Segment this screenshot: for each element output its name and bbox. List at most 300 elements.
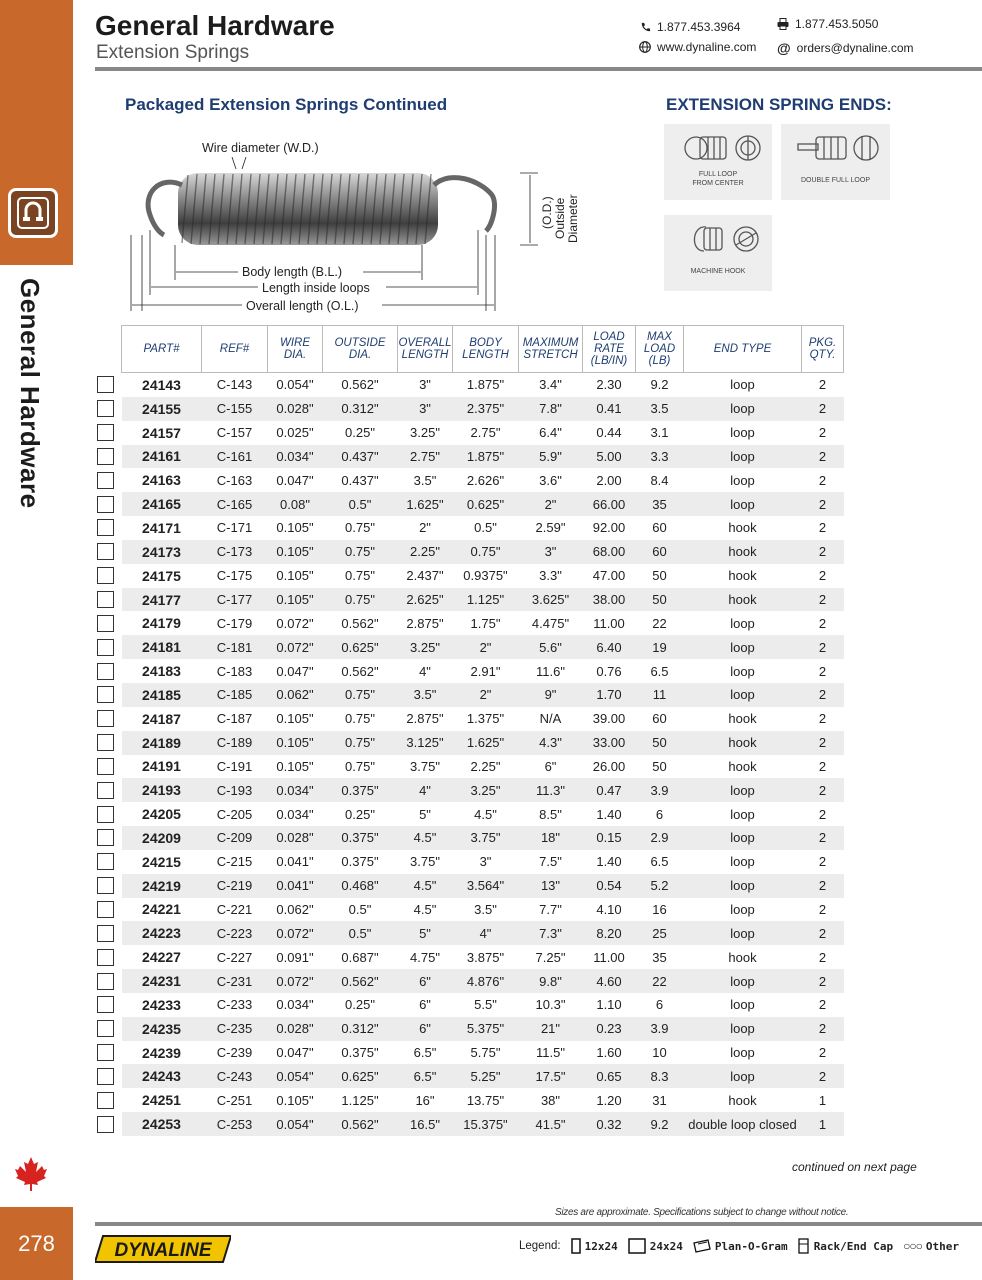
- table-row: [122, 421, 844, 445]
- fax-number[interactable]: 1.877.453.5050: [795, 17, 879, 31]
- column-header-line: PART#: [143, 343, 180, 355]
- table-cell: 2: [818, 615, 827, 631]
- order-checkbox[interactable]: [97, 686, 114, 703]
- table-cell: 0.9375": [463, 568, 508, 584]
- table-cell: 2: [802, 445, 844, 469]
- table-cell: 0.105": [268, 731, 323, 755]
- sidebar: [0, 0, 73, 1280]
- table-cell: 5.00: [583, 445, 636, 469]
- table-cell: 3.5": [474, 901, 497, 917]
- table-cell: 41.5": [519, 1112, 583, 1136]
- table-row: [122, 778, 844, 802]
- table-cell: 0.687": [341, 949, 379, 965]
- table-cell: N/A: [539, 711, 562, 727]
- table-row: [122, 802, 844, 826]
- table-cell: 11.00: [593, 615, 625, 631]
- table-cell: 0.44: [596, 425, 622, 441]
- length-inside-loops-label: Length inside loops: [262, 281, 370, 295]
- dynaline-logo: [95, 1234, 231, 1264]
- table-row: [122, 1017, 844, 1041]
- table-row: [122, 969, 844, 993]
- table-cell: C-253: [202, 1112, 268, 1136]
- table-cell: C-219: [202, 874, 268, 898]
- table-cell: C-221: [216, 901, 253, 917]
- part-number-cell: 24205: [142, 806, 181, 823]
- column-header-line: MAXIMUM: [522, 337, 579, 349]
- table-cell: 60: [652, 711, 667, 727]
- part-number-cell: 24239: [142, 1044, 181, 1061]
- order-checkbox[interactable]: [97, 1116, 114, 1133]
- table-cell: 3.25": [410, 425, 440, 441]
- table-cell: C-181: [202, 635, 268, 659]
- table-cell: 2: [818, 854, 827, 870]
- table-cell: 0.034": [268, 778, 323, 802]
- 24x24-icon: [628, 1238, 646, 1254]
- table-cell: 3.1: [650, 425, 669, 441]
- table-cell: 7.25": [535, 949, 566, 965]
- table-cell: 5.2: [636, 874, 684, 898]
- table-cell: 6.5": [413, 1045, 437, 1061]
- table-cell: loop: [730, 425, 755, 441]
- table-cell: 5.75": [470, 1045, 501, 1061]
- column-header-line: PKG.: [808, 337, 837, 349]
- table-cell: 17.5": [519, 1064, 583, 1088]
- part-number-cell: 24219: [122, 874, 202, 898]
- table-cell: C-143: [216, 377, 253, 393]
- table-cell: 3.3": [539, 568, 562, 584]
- table-cell: 6.40: [583, 635, 636, 659]
- table-row: [122, 826, 844, 850]
- table-cell: 3.625": [519, 588, 583, 612]
- table-cell: 7.7": [539, 901, 562, 917]
- table-cell: 1.75": [470, 615, 501, 631]
- part-number-cell: 24243: [122, 1064, 202, 1088]
- table-cell: 5.25": [453, 1064, 519, 1088]
- order-checkbox[interactable]: [97, 1044, 114, 1061]
- table-cell: 2.625": [398, 588, 453, 612]
- table-cell: 2: [818, 806, 827, 822]
- machine-hook-icon: [670, 215, 766, 261]
- table-cell: 0.625": [453, 492, 519, 516]
- table-cell: 0.312": [323, 1017, 398, 1041]
- table-cell: 1.10: [596, 997, 622, 1013]
- web-contact: [639, 40, 756, 54]
- table-cell: 1.125": [341, 1092, 379, 1108]
- table-cell: 2: [802, 1017, 844, 1041]
- table-cell: 0.75": [323, 683, 398, 707]
- table-cell: 2.626": [466, 472, 505, 488]
- table-cell: loop: [730, 854, 755, 870]
- table-cell: 16.5": [398, 1112, 453, 1136]
- table-cell: 0.5": [323, 492, 398, 516]
- table-cell: 0.08": [268, 492, 323, 516]
- table-cell: 2: [818, 425, 827, 441]
- order-checkbox[interactable]: [97, 567, 114, 584]
- table-cell: 35: [652, 949, 667, 965]
- table-row: [122, 1112, 844, 1136]
- order-checkbox[interactable]: [97, 925, 114, 942]
- table-cell: loop: [730, 472, 755, 488]
- table-cell: 4.3": [519, 731, 583, 755]
- table-cell: 13": [519, 874, 583, 898]
- table-cell: 2: [818, 901, 827, 917]
- table-cell: 0.76: [596, 663, 622, 679]
- table-cell: 92.00: [592, 520, 626, 536]
- table-cell: 47.00: [592, 568, 626, 584]
- table-cell: 2: [818, 711, 827, 727]
- part-number-cell: 24155: [122, 397, 202, 421]
- table-cell: 0.072": [268, 635, 323, 659]
- order-checkbox[interactable]: [97, 615, 114, 632]
- table-cell: 0.041": [276, 854, 314, 870]
- table-cell: 4.10: [596, 901, 622, 917]
- table-cell: 2.375": [453, 397, 519, 421]
- order-checkbox[interactable]: [97, 639, 114, 656]
- table-cell: 19: [636, 635, 684, 659]
- double-full-loop-icon: [786, 124, 886, 170]
- table-cell: 0.105": [276, 1092, 314, 1108]
- full-loop-caption-1: FULL LOOP: [698, 171, 738, 178]
- part-number-cell: 24157: [142, 424, 181, 441]
- sidebar-category-label: General Hardware: [15, 278, 45, 509]
- table-cell: 1.375": [466, 711, 505, 727]
- column-header-line: (LB/IN): [590, 355, 628, 367]
- table-cell: 66.00: [583, 492, 636, 516]
- column-header: [583, 326, 636, 373]
- table-cell: 1.40: [596, 854, 622, 870]
- table-cell: hook: [684, 588, 802, 612]
- table-row: [122, 588, 844, 612]
- table-cell: loop: [684, 969, 802, 993]
- table-row: [122, 468, 844, 492]
- table-cell: 4": [419, 663, 431, 679]
- column-header: [122, 326, 202, 373]
- order-checkbox[interactable]: [97, 853, 114, 870]
- table-cell: 2.875": [406, 711, 444, 727]
- table-cell: 11: [636, 683, 684, 707]
- order-checkbox[interactable]: [97, 376, 114, 393]
- part-number-cell: 24231: [122, 969, 202, 993]
- part-number-cell: 24177: [122, 588, 202, 612]
- order-checkbox[interactable]: [97, 973, 114, 990]
- body-length-label: Body length (B.L.): [242, 265, 343, 279]
- order-checkbox[interactable]: [97, 949, 114, 966]
- table-cell: 0.375": [323, 826, 398, 850]
- part-number-cell: 24215: [142, 853, 181, 870]
- column-header-line: OVERALL: [398, 337, 452, 349]
- table-cell: 6": [544, 758, 557, 774]
- table-cell: 3.25": [398, 635, 453, 659]
- table-cell: C-185: [202, 683, 268, 707]
- table-cell: 2: [802, 1064, 844, 1088]
- table-cell: 2: [818, 1045, 827, 1061]
- table-cell: 1.875": [466, 377, 505, 393]
- table-cell: 0.375": [323, 778, 398, 802]
- table-cell: 3.5: [636, 397, 684, 421]
- table-cell: loop: [684, 445, 802, 469]
- table-cell: 0.23: [583, 1017, 636, 1041]
- table-cell: 1: [802, 1112, 844, 1136]
- table-cell: 0.028": [268, 826, 323, 850]
- table-cell: hook: [684, 731, 802, 755]
- table-cell: 9.2: [636, 1112, 684, 1136]
- table-cell: 8.5": [539, 806, 562, 822]
- table-cell: 0.25": [345, 806, 375, 822]
- part-number-cell: 24223: [122, 921, 202, 945]
- page-number: 278: [0, 1207, 73, 1280]
- table-cell: 1.70: [583, 683, 636, 707]
- table-cell: 2: [802, 921, 844, 945]
- disclaimer: Sizes are approximate. Specifications subject to change without notice.: [555, 1207, 849, 1218]
- table-cell: 15.375": [453, 1112, 519, 1136]
- table-cell: 0.028": [268, 397, 323, 421]
- table-cell: C-235: [202, 1017, 268, 1041]
- table-cell: 2": [453, 683, 519, 707]
- table-cell: 1.625": [398, 492, 453, 516]
- order-checkbox[interactable]: [97, 1068, 114, 1085]
- part-number-cell: 24171: [142, 519, 181, 536]
- order-checkbox[interactable]: [97, 519, 114, 536]
- table-cell: 60: [652, 520, 667, 536]
- table-cell: 2: [802, 874, 844, 898]
- table-cell: 3.75": [410, 758, 440, 774]
- table-cell: loop: [684, 397, 802, 421]
- table-cell: 7.5": [539, 854, 562, 870]
- part-number-cell: 24253: [122, 1112, 202, 1136]
- table-cell: 0.32: [583, 1112, 636, 1136]
- website-link[interactable]: www.dynaline.com: [657, 40, 757, 54]
- table-cell: 0.105": [276, 711, 314, 727]
- column-header-line: LENGTH: [401, 349, 449, 361]
- table-cell: C-223: [202, 921, 268, 945]
- column-header-line: REF#: [219, 343, 250, 355]
- table-cell: 5.375": [453, 1017, 519, 1041]
- table-cell: 3.564": [453, 874, 519, 898]
- phone-contact: [640, 20, 740, 34]
- table-cell: loop: [684, 492, 802, 516]
- fax-icon: [777, 18, 789, 30]
- table-cell: 33.00: [583, 731, 636, 755]
- table-cell: 0.75": [345, 568, 375, 584]
- phone-number[interactable]: 1.877.453.3964: [657, 20, 741, 34]
- table-cell: hook: [728, 568, 757, 584]
- order-checkbox[interactable]: [97, 782, 114, 799]
- table-cell: 18": [519, 826, 583, 850]
- email-link[interactable]: orders@dynaline.com: [796, 41, 914, 55]
- table-cell: 2: [818, 520, 827, 536]
- double-full-loop-caption: DOUBLE FULL LOOP: [801, 177, 870, 184]
- table-cell: loop: [684, 874, 802, 898]
- table-cell: 0.5": [348, 901, 372, 917]
- table-row: [122, 373, 844, 397]
- table-cell: 13.75": [466, 1092, 505, 1108]
- table-cell: 2: [802, 588, 844, 612]
- table-cell: 6": [398, 1017, 453, 1041]
- table-cell: 2: [802, 635, 844, 659]
- table-cell: C-189: [202, 731, 268, 755]
- table-cell: 3.5": [398, 683, 453, 707]
- table-cell: 2: [802, 683, 844, 707]
- order-checkbox[interactable]: [97, 996, 114, 1013]
- order-checkbox[interactable]: [97, 472, 114, 489]
- order-checkbox[interactable]: [97, 806, 114, 823]
- table-cell: 0.625": [323, 635, 398, 659]
- table-cell: 3.6": [539, 472, 562, 488]
- table-row: [122, 540, 844, 564]
- table-cell: C-239: [216, 1045, 253, 1061]
- part-number-cell: 24181: [122, 635, 202, 659]
- table-cell: 0.468": [323, 874, 398, 898]
- order-checkbox[interactable]: [97, 877, 114, 894]
- table-cell: 3.75": [410, 854, 440, 870]
- table-cell: 2.875": [406, 615, 444, 631]
- order-checkbox[interactable]: [97, 901, 114, 918]
- table-cell: 5.5": [474, 997, 497, 1013]
- order-checkbox[interactable]: [97, 734, 114, 751]
- table-cell: 8.3: [636, 1064, 684, 1088]
- order-checkbox[interactable]: [97, 496, 114, 513]
- extension-springs-table: [121, 325, 844, 1136]
- table-cell: 6: [655, 997, 664, 1013]
- table-cell: 50: [636, 731, 684, 755]
- table-cell: 3": [419, 377, 431, 393]
- column-header: [684, 326, 802, 373]
- part-number-cell: 24235: [122, 1017, 202, 1041]
- end-full-loop: [664, 124, 772, 200]
- part-number-cell: 24161: [122, 445, 202, 469]
- column-header-line: RATE: [594, 343, 624, 355]
- table-cell: 2.25": [398, 540, 453, 564]
- full-loop-icon: [670, 124, 766, 170]
- order-checkbox[interactable]: [97, 710, 114, 727]
- part-number-cell: 24233: [142, 996, 181, 1013]
- table-cell: 0.091": [276, 949, 314, 965]
- legend-12x24: 12x24: [584, 1239, 618, 1253]
- table-row: [122, 1064, 844, 1088]
- table-row: [122, 850, 844, 874]
- table-cell: 3": [398, 397, 453, 421]
- table-cell: 0.437": [323, 445, 398, 469]
- table-cell: loop: [730, 377, 755, 393]
- table-cell: 0.562": [323, 969, 398, 993]
- table-cell: 6.5: [650, 663, 669, 679]
- column-header: [636, 326, 684, 373]
- order-checkbox[interactable]: [97, 663, 114, 680]
- part-number-cell: 24165: [122, 492, 202, 516]
- table-cell: 0.562": [323, 1112, 398, 1136]
- table-cell: 0.54: [583, 874, 636, 898]
- order-checkbox[interactable]: [97, 400, 114, 417]
- legend-other: Other: [925, 1239, 960, 1253]
- table-cell: 0.25": [345, 425, 375, 441]
- part-number-cell: 24227: [142, 949, 181, 966]
- part-number-cell: 24143: [142, 376, 181, 393]
- table-cell: 2: [818, 377, 827, 393]
- column-header: [519, 326, 583, 373]
- order-checkbox[interactable]: [97, 1092, 114, 1109]
- table-cell: 3": [479, 854, 492, 870]
- globe-icon: [639, 41, 651, 53]
- table-cell: 4": [398, 778, 453, 802]
- order-checkbox[interactable]: [97, 758, 114, 775]
- table-cell: 2": [519, 492, 583, 516]
- order-checkbox[interactable]: [97, 591, 114, 608]
- table-cell: 4.5": [398, 826, 453, 850]
- od-abbrev-label: (O.D.): [540, 196, 554, 229]
- table-cell: 2.75": [470, 425, 501, 441]
- table-cell: 3.5": [413, 472, 437, 488]
- table-cell: 0.034": [276, 806, 314, 822]
- table-cell: 9": [519, 683, 583, 707]
- 12x24-icon: [571, 1238, 581, 1254]
- table-cell: C-179: [216, 615, 253, 631]
- table-cell: hook: [728, 711, 757, 727]
- order-checkbox[interactable]: [97, 448, 114, 465]
- table-row: [122, 516, 844, 540]
- table-cell: 22: [652, 615, 667, 631]
- column-header-line: DIA.: [348, 349, 372, 361]
- table-cell: 2.00: [596, 472, 622, 488]
- table-cell: 35: [636, 492, 684, 516]
- table-cell: 1.60: [596, 1045, 622, 1061]
- table-cell: 0.062": [276, 901, 314, 917]
- part-number-cell: 24189: [122, 731, 202, 755]
- table-cell: 22: [636, 969, 684, 993]
- table-cell: 10.3": [535, 997, 566, 1013]
- table-cell: 2": [453, 635, 519, 659]
- table-cell: 2.30: [596, 377, 622, 393]
- order-checkbox[interactable]: [97, 829, 114, 846]
- table-cell: 0.75": [345, 711, 375, 727]
- table-cell: 0.25": [345, 997, 375, 1013]
- table-cell: 50: [636, 588, 684, 612]
- table-cell: C-205: [216, 806, 253, 822]
- table-cell: 0.65: [583, 1064, 636, 1088]
- at-sign-icon: @: [777, 40, 791, 56]
- header-divider: [95, 67, 982, 71]
- table-cell: 0.105": [276, 520, 314, 536]
- table-cell: 2.75": [398, 445, 453, 469]
- order-checkbox[interactable]: [97, 424, 114, 441]
- table-row: [122, 993, 844, 1017]
- table-cell: 0.105": [276, 758, 314, 774]
- machine-hook-caption: MACHINE HOOK: [690, 268, 746, 275]
- canada-maple-leaf-icon: [14, 1156, 48, 1192]
- order-checkbox[interactable]: [97, 1020, 114, 1037]
- table-cell: 4": [453, 921, 519, 945]
- order-checkbox[interactable]: [97, 543, 114, 560]
- table-body: [122, 373, 844, 1137]
- table-row: [122, 945, 844, 969]
- table-cell: C-251: [216, 1092, 253, 1108]
- part-number-cell: 24175: [142, 567, 181, 584]
- table-cell: 5": [398, 921, 453, 945]
- table-cell: 2: [818, 949, 827, 965]
- table-cell: 38.00: [583, 588, 636, 612]
- part-number-cell: 24209: [122, 826, 202, 850]
- table-row: [122, 683, 844, 707]
- table-cell: 31: [652, 1092, 667, 1108]
- table-header-row: [122, 326, 844, 373]
- table-cell: 0.5": [323, 921, 398, 945]
- end-machine-hook: [664, 215, 772, 291]
- table-cell: 6": [419, 997, 431, 1013]
- table-cell: 4.475": [531, 615, 570, 631]
- table-cell: C-227: [216, 949, 253, 965]
- table-cell: 38": [540, 1092, 561, 1108]
- table-cell: 1.40: [596, 806, 622, 822]
- column-header-line: STRETCH: [523, 349, 578, 361]
